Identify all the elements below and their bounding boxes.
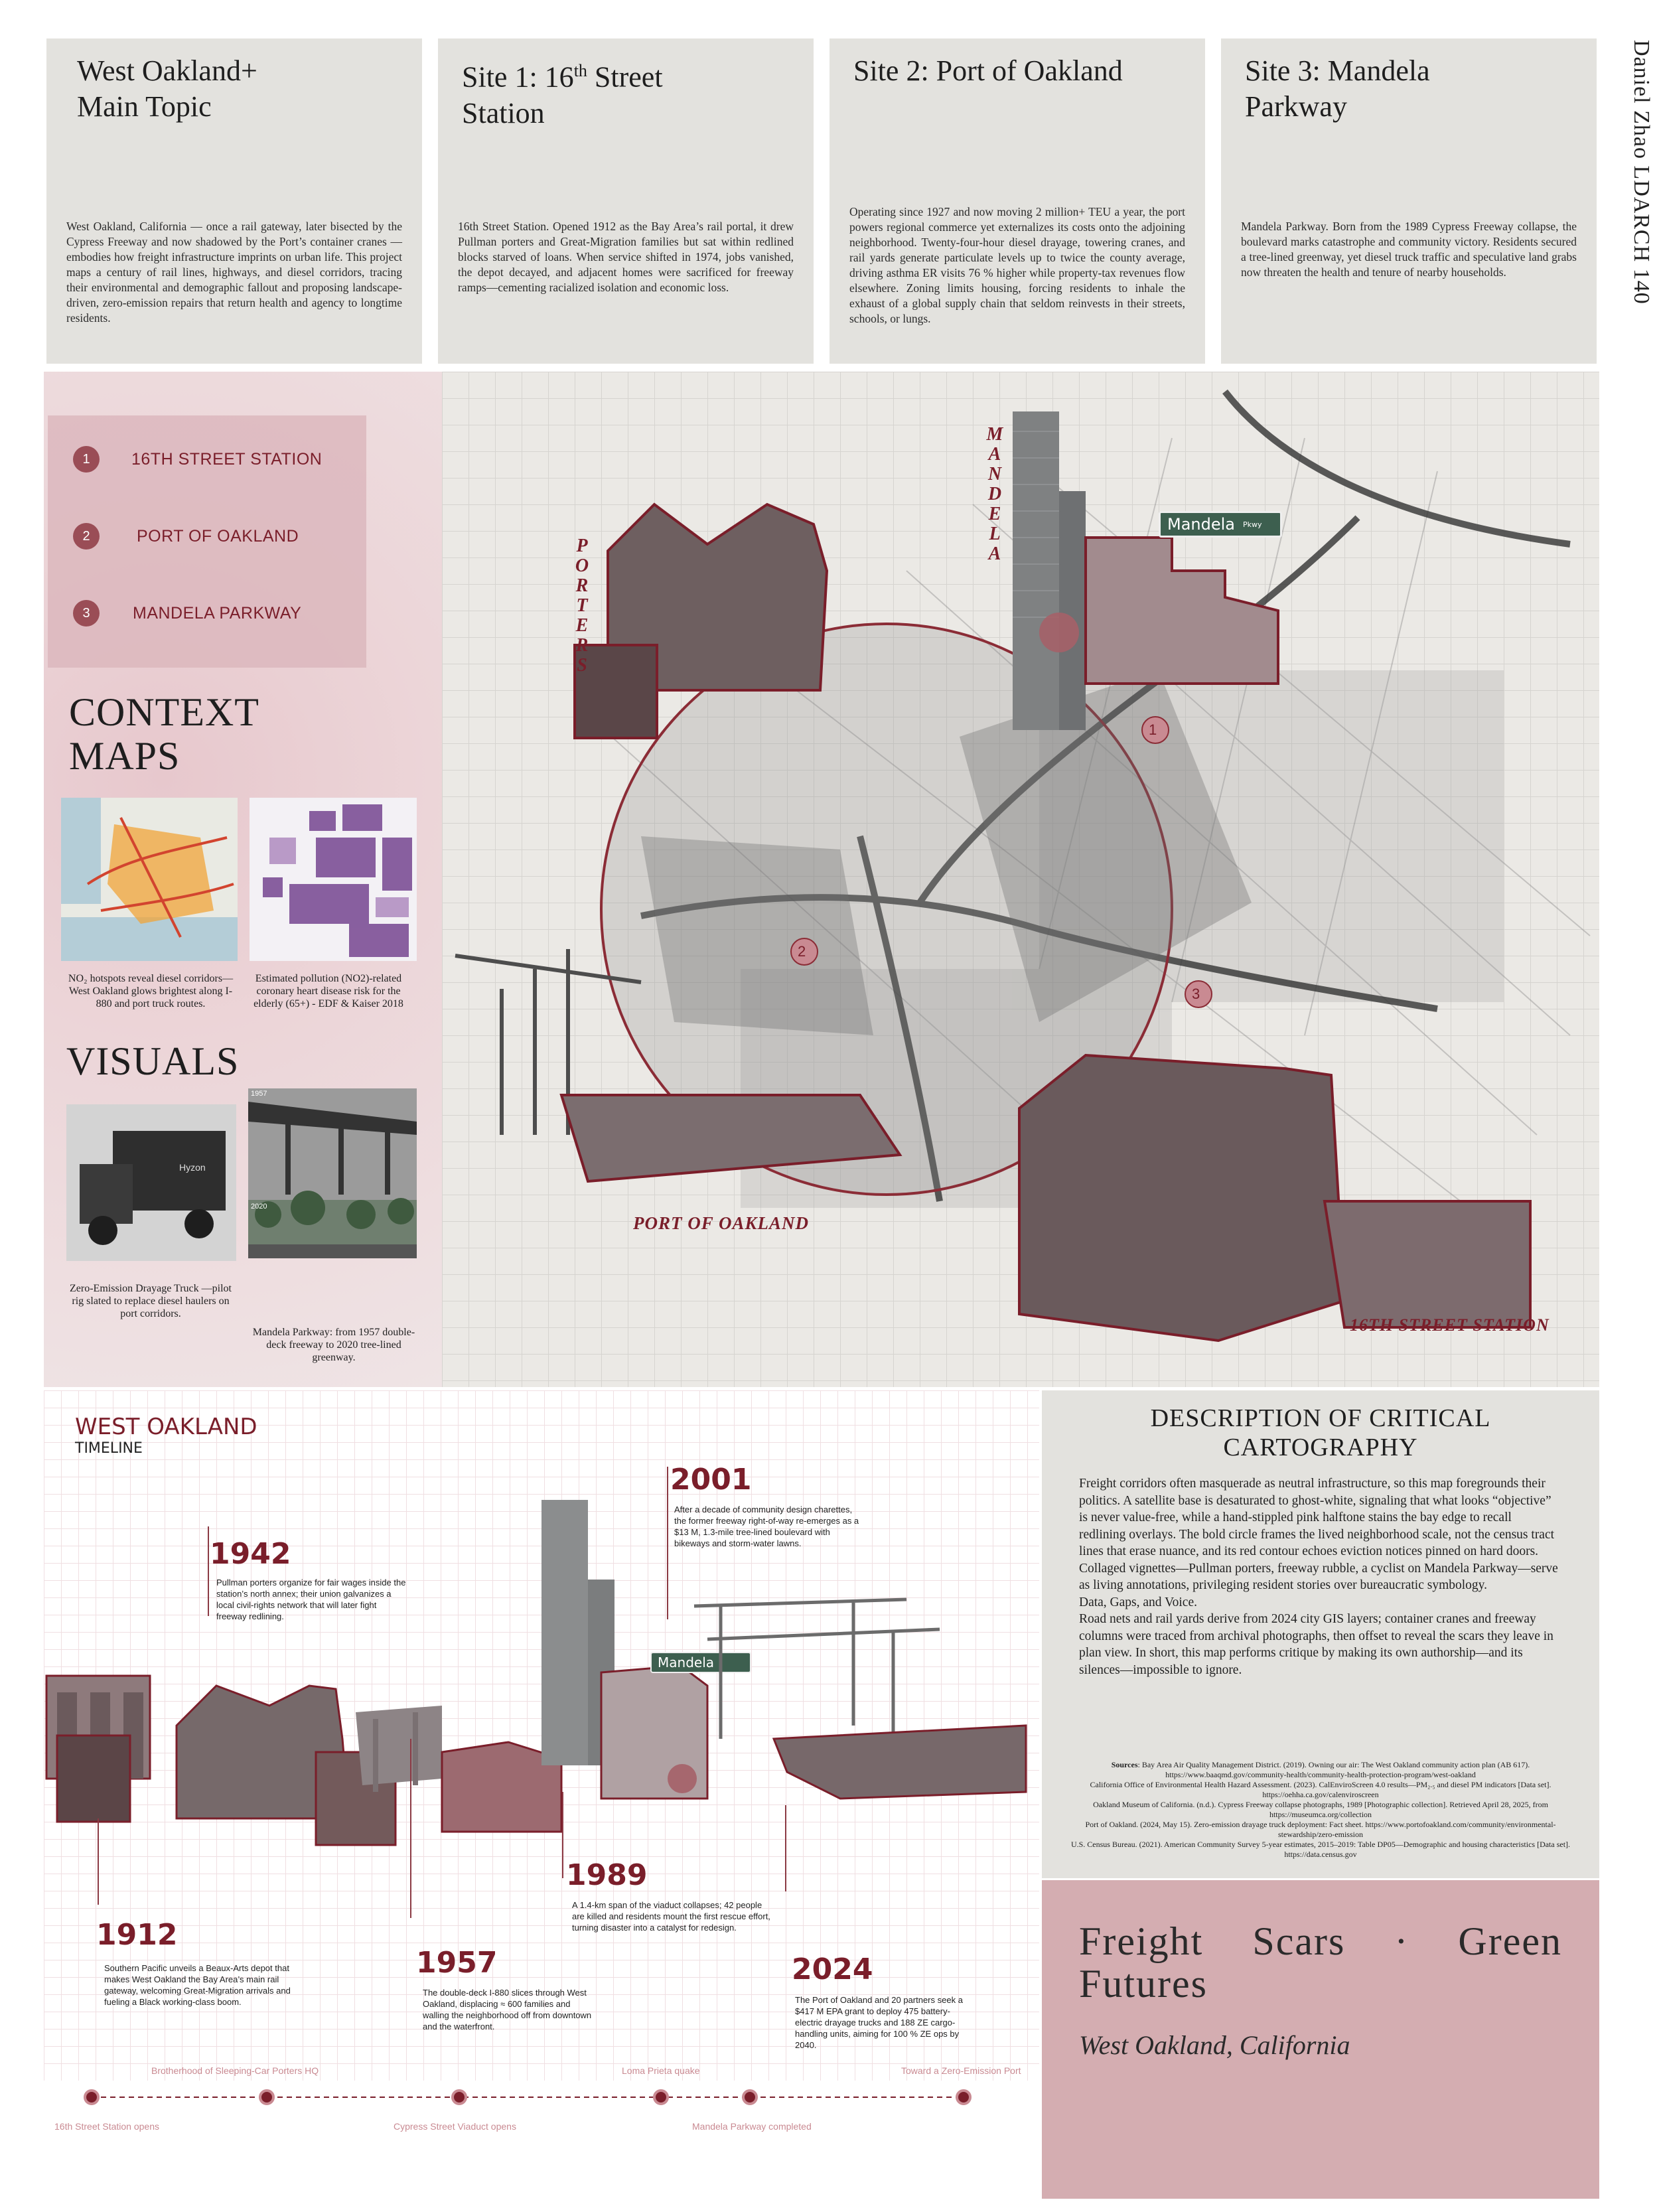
legend-number: 3 [73, 600, 100, 627]
panel-site-2 [830, 38, 1205, 364]
source-entry: : Bay Area Air Quality Management District. (2019). Owning our air: The West Oakland community action plan (AB 617). https://www.baaqmd.gov/community-health/community-health-protection-program/west-oakland [1137, 1760, 1530, 1779]
timeline-sign-text: Mandela [658, 1655, 714, 1670]
no2-hotspot-map [61, 798, 238, 961]
description-heading: DESCRIPTION OF CRITICAL CARTOGRAPHY [1150, 1404, 1491, 1461]
sources-list [1062, 1760, 1579, 1860]
panel-body: 16th Street Station. Opened 1912 as the Bay Area’s rail portal, it drew Pullman porters and Great-Migration families but sat within redlined blocks starved of loans. When service shifted in 1974, jobs vanished, the depot decayed, and adjacent homes were sacrificed for freeway ramps—cementing racialized isolation and economic loss. [458, 220, 794, 294]
timeline-title: WEST OAKLAND [75, 1414, 257, 1440]
timeline-text-1957: The double-deck I-880 slices through West Oakland, displacing ≈ 600 families and walling the neighborhood off from downtown and the waterfront. [423, 1988, 592, 2031]
axis-label-station-opens: 16th Street Station opens [54, 2121, 159, 2132]
poster-subtitle: West Oakland, California [1079, 2030, 1350, 2060]
timeline-text-1989: A 1.4-km span of the viaduct collapses; 42 people are killed and residents mount the first rescue effort, turning disaster into a catalyst for redesign. [572, 1900, 770, 1933]
port-of-oakland-label: PORT OF OAKLAND [633, 1213, 810, 1233]
timeline-text-2024: The Port of Oakland and 20 partners seek a $417 M EPA grant to deploy 475 battery-electric drayage trucks and 188 ZE cargo-handling units, aiming for 100 % ZE ops by 2040. [795, 1995, 963, 2050]
timeline-dot [653, 2089, 669, 2105]
panel-main-topic [46, 38, 422, 364]
legend-item-port [73, 523, 299, 550]
description-paragraph: Road nets and rail yards derive from 2024 city GIS layers; container cranes and freeway columns were traced from archival photographs, then offset to reveal the scars they leave in plan view. In short, this map performs critique by making its own authorship—and its silences—impossible to ignore. [1079, 1612, 1553, 1677]
station-label: 16TH STREET STATION [1350, 1315, 1550, 1335]
timeline-dot [742, 2089, 758, 2105]
timeline-dot [451, 2089, 467, 2105]
axis-label-mandela-completed: Mandela Parkway completed [692, 2121, 812, 2132]
context-caption-right: Estimated pollution (NO2)-related coronary heart disease risk for the elderly (65+) - EDF & Kaiser 2018 [253, 973, 403, 1009]
legend-label: 16TH STREET STATION [131, 449, 323, 469]
porters-label: PORTERS [575, 536, 589, 676]
poster-title: Freight Scars · Green Futures [1079, 1919, 1562, 2006]
timeline-dot [84, 2089, 100, 2105]
axis-label-porters-hq: Brotherhood of Sleeping-Car Porters HQ [151, 2065, 319, 2076]
timeline-stem [410, 1739, 411, 1918]
timeline-year-1957: 1957 [416, 1946, 498, 1980]
author-credit: Daniel Zhao LDARCH 140 [1629, 40, 1654, 305]
source-entry: California Office of Environmental Health Hazard Assessment. (2023). CalEnviroScreen 4.0 results—PM₂.₅ and diesel PM indicators [Data set]. https://oehha.ca.gov/calenviroscreen [1090, 1780, 1551, 1799]
panel-title: West Oakland+ Main Topic [77, 54, 257, 123]
mandela-street-sign [1159, 511, 1282, 538]
timeline-year-1942: 1942 [210, 1537, 291, 1571]
title-block [1042, 1880, 1599, 2199]
map-marker-3: 3 [1192, 986, 1200, 1002]
panel-site-1 [438, 38, 814, 364]
description-paragraph: Freight corridors often masquerade as neutral infrastructure, so this map foregrounds their politics. A satellite base is desaturated to ghost-white, signaling that what looks “objective” is never value-free, while a hand-stippled pink halftone stains the bay edge to recall redlining overlays. The bold circle frames the lived neighborhood scale, not the census tract lines that erase nuance, and its red contour echoes eviction notices pinned on hard doors. Collaged vignettes—Pullman porters, freeway rubble, a cyclist on Mandela Parkway—serve as living annotations, privileging resident stories over bureaucratic symbology. [1079, 1477, 1558, 1592]
timeline-year-2024: 2024 [792, 1953, 873, 1986]
context-caption-left: NO₂ hotspots reveal diesel corridors—West Oakland glows brightest along I-880 and port truck routes. [68, 973, 234, 1009]
visuals-caption-right: Mandela Parkway: from 1957 double-deck freeway to 2020 tree-lined greenway. [252, 1327, 415, 1363]
map-marker-2: 2 [798, 943, 806, 960]
axis-label-loma-prieta: Loma Prieta quake [622, 2065, 700, 2076]
timeline-stem [785, 1805, 786, 1891]
timeline-stem [98, 1818, 99, 1905]
visuals-caption-left: Zero-Emission Drayage Truck —pilot rig slated to replace diesel haulers on port corridors. [70, 1283, 232, 1319]
timeline-year-1989: 1989 [566, 1858, 648, 1892]
legend-number: 2 [73, 523, 100, 550]
context-maps-heading: CONTEXT MAPS [69, 690, 259, 778]
legend-label: MANDELA PARKWAY [133, 603, 302, 623]
source-entry: U.S. Census Bureau. (2021). American Community Survey 5-year estimates, 2015–2019: Table DP05—Demographic and housing characteristics [Data set]. https://data.census.gov [1070, 1840, 1571, 1859]
timeline-axis [44, 2081, 1039, 2114]
street-sign-suffix: Pkwy [1243, 520, 1262, 529]
legend-label: PORT OF OAKLAND [137, 526, 299, 546]
timeline-text-1942: Pullman porters organize for fair wages inside the station’s north annex; their union galvanizes a local civil-rights network that will later fight freeway redlining. [216, 1578, 406, 1621]
chd-risk-map [250, 798, 417, 961]
truck-brand-text: Hyzon [179, 1162, 206, 1173]
timeline-text-1912: Southern Pacific unveils a Beaux-Arts depot that makes West Oakland the Bay Area’s main rail gateway, welcoming Great-Migration arrivals and fueling a Black working-class boom. [104, 1963, 291, 2007]
sources-label: Sources [1111, 1760, 1138, 1769]
panel-body: Mandela Parkway. Born from the 1989 Cypress Freeway collapse, the boulevard marks catastrophe and community victory. Residents secured a tree-lined greenway, yet diesel truck traffic and speculative land grabs now threaten the health and tenure of nearby households. [1241, 220, 1577, 279]
timeline-text-2001: After a decade of community design charettes, the former freeway right-of-way re-emerges as a $13 M, 1.3-mile tree-lined boulevard with bikeways and storm-water lawns. [674, 1505, 859, 1548]
panel-body: West Oakland, California — once a rail gateway, later bisected by the Cypress Freeway and now shadowed by the Port’s container cranes — embodies how freight infrastructure imprints on urban life. This project maps a century of rail lines, highways, and diesel corridors, tracing their environmental and demographic fallout and proposing landscape-driven, zero-emission repairs that return health and agency to longtime residents. [66, 220, 402, 325]
legend-number: 1 [73, 446, 100, 473]
legend-item-station [73, 446, 322, 473]
timeline-stem [667, 1467, 668, 1619]
timeline-dot [259, 2089, 275, 2105]
map-marker-1: 1 [1149, 721, 1157, 738]
timeline-dot [956, 2089, 972, 2105]
mandela-before-after-photo [248, 1088, 417, 1258]
description-subheading: Data, Gaps, and Voice. [1079, 1595, 1197, 1609]
panel-title: Site 3: Mandela Parkway [1245, 54, 1430, 123]
timeline-stem [208, 1526, 209, 1616]
visuals-heading: VISUALS [66, 1039, 240, 1083]
timeline-collage [44, 1487, 1039, 1858]
description-body [1079, 1475, 1559, 1678]
source-entry: Oakland Museum of California. (n.d.). Cypress Freeway collapse photographs, 1989 [Photographic collection]. Retrieved April 28, 2025, from https://museumca.org/collection [1093, 1800, 1548, 1819]
timeline-stem [562, 1792, 563, 1878]
photo-year-2020: 2020 [251, 1203, 267, 1211]
panel-site-3 [1221, 38, 1597, 364]
panel-body: Operating since 1927 and now moving 2 million+ TEU a year, the port powers regional commerce yet externalizes its costs onto the adjoining neighborhood. Twenty-four-hour diesel drayage, towering cranes, and rail yards generate particulate levels up to twice the county average, driving asthma ER visits 76 % higher while property-tax revenues flow elsewhere. Zoning limits housing, forcing residents to inhale the exhaust of a global supply chain that seldom reinvests in their streets, schools, or lungs. [849, 205, 1185, 325]
axis-label-zero-emission-port: Toward a Zero-Emission Port [901, 2065, 1021, 2076]
axis-label-viaduct-opens: Cypress Street Viaduct opens [394, 2121, 516, 2132]
photo-year-1957: 1957 [251, 1090, 267, 1098]
timeline-year-2001: 2001 [670, 1463, 752, 1497]
source-entry: Port of Oakland. (2024, May 15). Zero-emission drayage truck deployment: Fact sheet. https://www.portofoakland.com/community/environmental-stewardship/zero-emission [1085, 1820, 1556, 1839]
street-sign-text: Mandela [1167, 515, 1235, 534]
mandela-label: MANDELA [986, 424, 1003, 564]
zero-emission-truck-photo [66, 1104, 236, 1261]
timeline-year-1912: 1912 [96, 1918, 178, 1952]
panel-title: Site 2: Port of Oakland [853, 54, 1123, 87]
legend-item-mandela [73, 600, 301, 627]
panel-title: Site 1: 16th Street Station [462, 60, 663, 129]
timeline-subtitle: TIMELINE [75, 1440, 143, 1457]
